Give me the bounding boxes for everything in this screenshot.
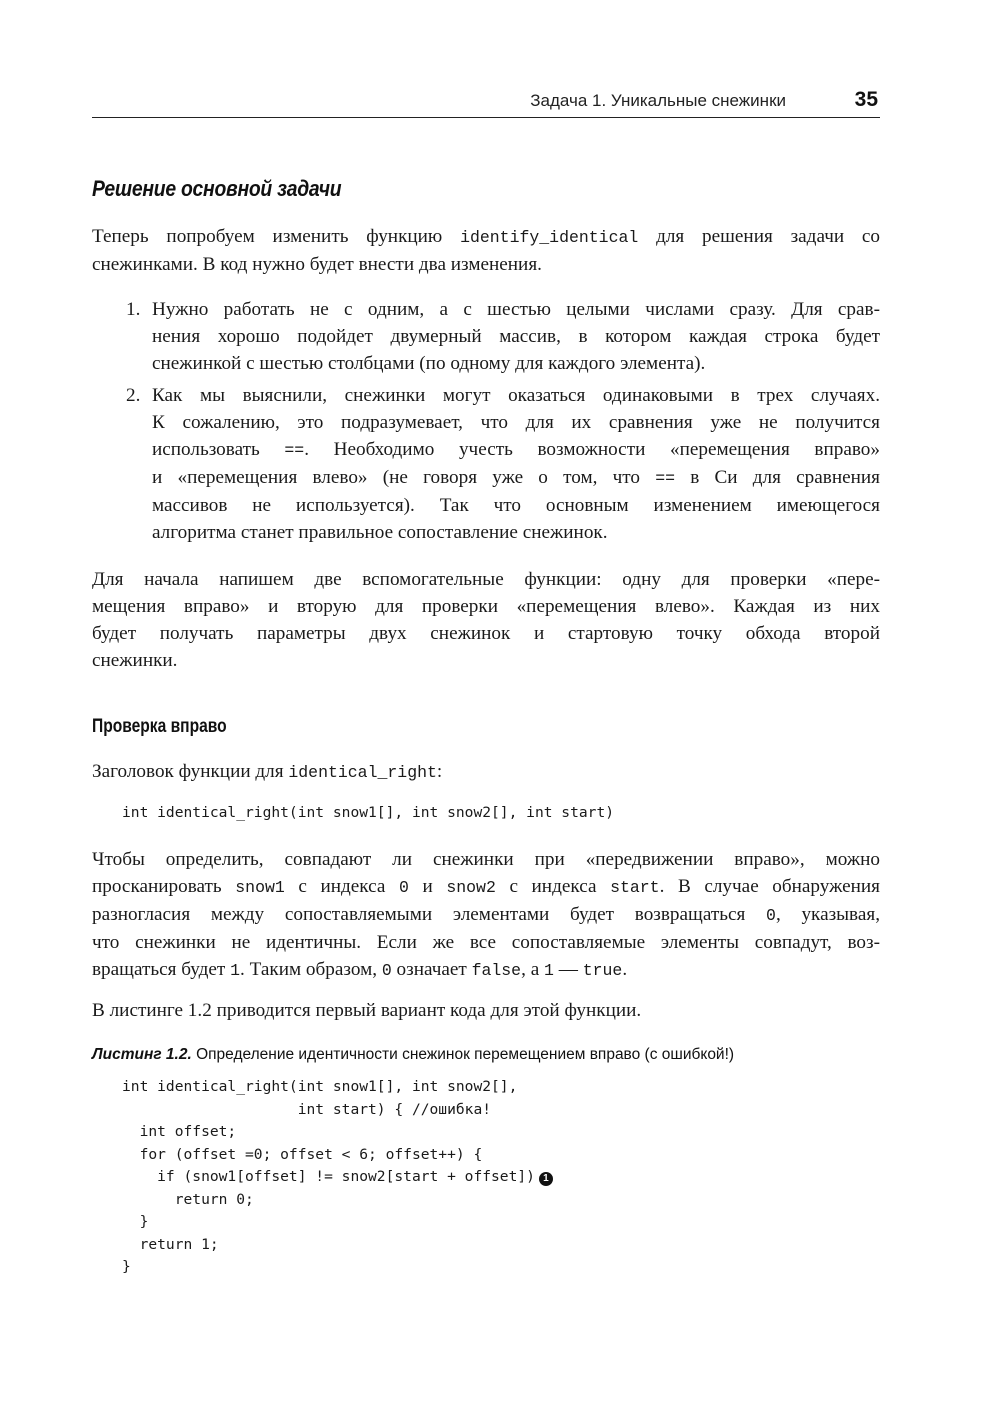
listing-title: Определение идентичности снежинок перемещением вправо (с ошибкой!): [196, 1046, 735, 1063]
code-line-with-marker: if (snow1[offset] != snow2[start + offset]) 1: [122, 1166, 553, 1189]
function-signature: int identical_right(int snow1[], int snow2[], int start): [122, 804, 615, 821]
code-line: int start) { //ошибка!: [122, 1100, 492, 1118]
listing-intro: В листинге 1.2 приводится первый вариант кода для этой функции.: [92, 1000, 642, 1021]
explanation-paragraph: Чтобы определить, совпадают ли снежинки при «передвижении вправо», можно просканировать snow1 с индекса 0 и snow2 с индекса start. В случае обнаружения разногласия между сопоставляемыми элементами будет возвращаться 0, указывая, что снежинки не идентичны. Если же все сопоставляемые элементы совпадут, воз- вращаться будет 1. Таким образом, 0 означает false, а 1 — true.: [92, 849, 881, 980]
callout-marker-icon: 1: [539, 1172, 553, 1186]
listing-caption: [92, 1046, 734, 1064]
intro-paragraph: Теперь попробуем изменить функцию identify_identical для решения задачи со снежинками. В код нужно будет внести два изменения.: [92, 226, 881, 275]
section-heading: Решение основной задачи: [92, 176, 342, 201]
subsection-heading: Проверка вправо: [92, 716, 227, 737]
listing-code: [122, 1076, 553, 1279]
code-line: for (offset =0; offset < 6; offset++) {: [122, 1145, 483, 1163]
page-number: 35: [854, 88, 878, 111]
code-line: int offset;: [122, 1123, 237, 1140]
code-line: int identical_right(int snow1[], int snow2[],: [122, 1078, 518, 1095]
code-line: }: [122, 1258, 131, 1275]
chapter-title: Задача 1. Уникальные снежинки: [530, 91, 786, 110]
function-header-sentence: Заголовок функции для identical_right:: [92, 761, 443, 782]
helpers-paragraph: Для начала напишем две вспомогательные функции: одну для проверки «пере- мещения вправо» и вторую для проверки «перемещения влево». Каждая из них будет получать параметры двух снежинок и стартовую точку обхода второй снежинки.: [92, 569, 880, 671]
code-line: return 0;: [122, 1190, 254, 1208]
code-line: }: [122, 1213, 149, 1230]
listing-label: Листинг 1.2.: [92, 1046, 192, 1063]
code-line: return 1;: [122, 1235, 219, 1253]
running-header: [92, 84, 880, 118]
